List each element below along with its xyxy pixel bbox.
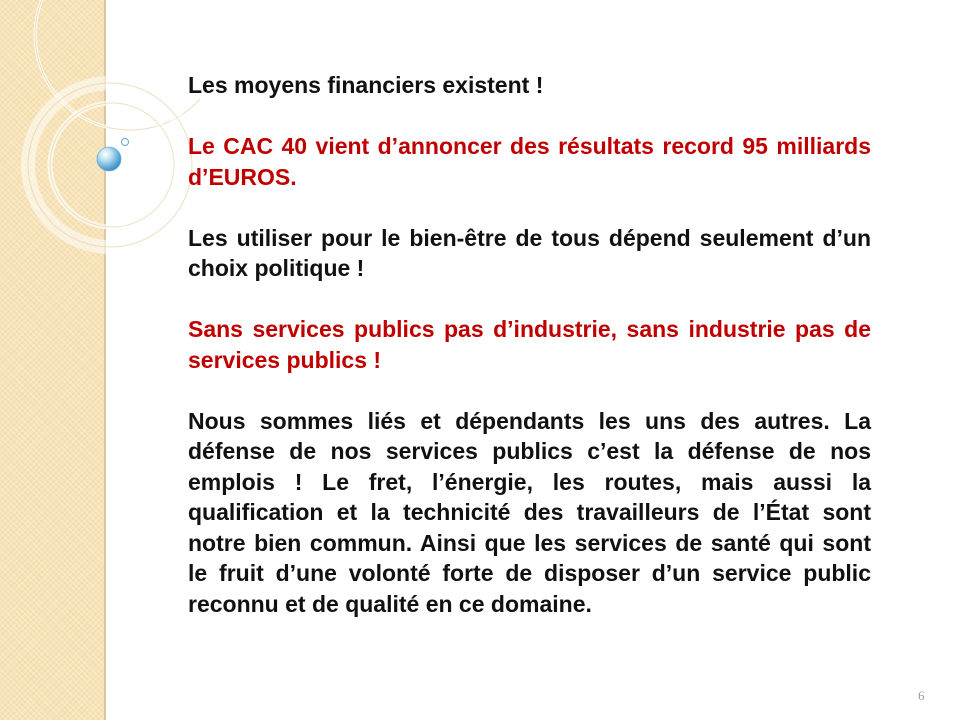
slide-body (188, 70, 871, 619)
page-number: 6 (918, 688, 925, 703)
small-bubble-icon (120, 137, 130, 147)
paragraph-cac40-results: Le CAC 40 vient d’annoncer des résultats record 95 milliards d’EUROS. (188, 133, 871, 190)
paragraph-public-services-industry: Sans services publics pas d’industrie, sans industrie pas de services publics ! (188, 316, 871, 373)
paragraph-political-choice: Les utiliser pour le bien-être de tous dépend seulement d’un choix politique ! (188, 224, 871, 281)
paragraph-interdependence: Nous sommes liés et dépendants les uns des autres. La défense de nos services publics c’est la défense de nos emplois ! Le fret, l’énergie, les routes, mais aussi la qualification et la technicité des travailleurs de l’État sont notre bien commun. Ainsi que les services de santé qui sont le fruit d’une volonté forte de disposer d’un service public reconnu et de qualité en ce domaine. (188, 407, 871, 617)
paragraph-financial-means: Les moyens financiers existent ! (188, 72, 544, 98)
blue-bubble-icon (96, 146, 122, 172)
decorative-side-panel (0, 0, 104, 720)
